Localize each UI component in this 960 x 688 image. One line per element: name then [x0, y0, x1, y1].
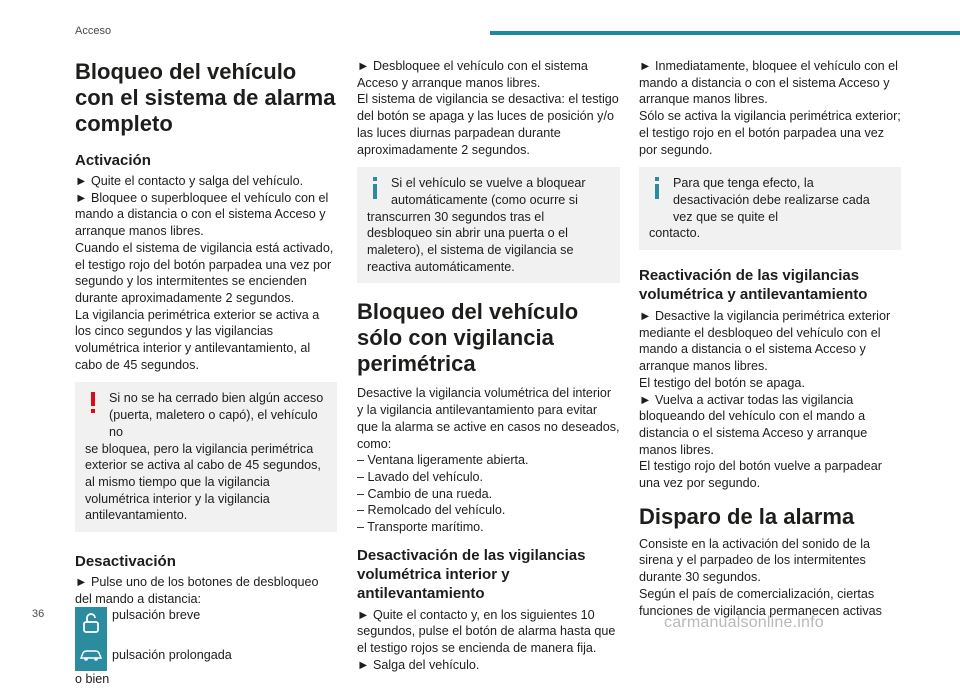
- info-text-rest: transcurren 30 segundos tras el desbloqueo sin abrir una puerta o el maletero), el sistema de vigilancia se reactiva automáticamente.: [367, 209, 574, 274]
- info-icon: [651, 176, 663, 200]
- unlock-padlock-icon: [75, 607, 107, 639]
- warning-note: [75, 382, 337, 532]
- reactivation-text-1: El testigo del botón se apaga.: [639, 375, 805, 390]
- deactivation-step-1: ► Pulse uno de los botones de desbloqueo del mando a distancia:: [75, 575, 319, 606]
- warning-text-rest: se bloquea, pero la vigilancia perimétrica exterior se activa al cabo de 45 segundos, al mismo tiempo que la vigilancia volumétrica interior y la vigilancia antilevantamiento.: [85, 441, 321, 523]
- watermark-text: carmanualsonline.info: [664, 614, 824, 631]
- lock-immediately-step: ► Inmediatamente, bloquee el vehículo con el mando a distancia o con el sistema Acceso y arranque manos libres.: [639, 59, 898, 107]
- heading-reactivation: Reactivación de las vigilancias volumétrica y antilevantamiento: [639, 267, 868, 304]
- long-press-row: [75, 639, 337, 671]
- heading-deactivate-volumetric: Desactivación de las vigilancias volumétrica interior y antilevantamiento: [357, 546, 586, 602]
- deactivate-volumetric-step-2: ► Salga del vehículo.: [357, 657, 480, 672]
- info-icon: [369, 176, 381, 200]
- section-title-perimeter-lock: Bloqueo del vehículo sólo con vigilancia perimétrica: [357, 299, 579, 377]
- activation-step-2: ► Bloquee o superbloquee el vehículo con el mando a distancia o con el sistema Acceso y arranque manos libres.: [75, 190, 329, 239]
- deactivate-volumetric-step-1: ► Quite el contacto y, en los siguientes 10 segundos, pulse el botón de alarma hasta que el testigo rojos se encienda de manera fija.: [357, 607, 616, 656]
- car-unlock-icon: [75, 639, 107, 671]
- column-2: [357, 58, 620, 674]
- list-item: – Remolcado del vehículo.: [357, 503, 506, 518]
- section-title-alarm-lock: Bloqueo del vehículo con el sistema de alarma completo: [75, 59, 336, 136]
- reactivation-step-2: ► Vuelva a activar todas las vigilancia bloqueando del vehículo con el mando a distancia o el sistema Acceso y arranque manos libres.: [639, 392, 868, 457]
- activation-text-1: Cuando el sistema de vigilancia está activado, el testigo rojo del botón parpadea una vez por segundo y los intermitentes se encienden durante aproximadamente 2 segundos.: [75, 240, 334, 305]
- cases-list: [357, 452, 620, 536]
- alarm-trigger-text-1: Consiste en la activación del sonido de la sirena y el parpadeo de los intermitentes durante 30 segundos.: [639, 536, 871, 585]
- info-text-first: Para que tenga efecto, la desactivación debe realizarse cada vez que se quite el: [673, 176, 870, 224]
- long-press-label: pulsación prolongada: [112, 648, 232, 663]
- unlock-result-text: El sistema de vigilancia se desactiva: el testigo del botón se apaga y las luces de posición y/o las luces diurnas parpadean durante aproximadamente 2 segundos.: [357, 92, 619, 157]
- unlock-step: ► Desbloquee el vehículo con el sistema Acceso y arranque manos libres.: [357, 59, 588, 90]
- column-1: [75, 56, 337, 688]
- info-text-rest: contacto.: [649, 226, 701, 241]
- reactivation-step-1: ► Desactive la vigilancia perimétrica exterior mediante el desbloqueo del vehículo con el mando a distancia o el sistema Acceso y arranque manos libres.: [639, 309, 891, 374]
- list-item: – Transporte marítimo.: [357, 520, 484, 535]
- reactivation-text-2: El testigo rojo del botón vuelve a parpadear una vez por segundo.: [639, 459, 882, 491]
- heading-activation: Activación: [75, 152, 151, 169]
- activation-text-2: La vigilancia perimétrica exterior se activa a los cinco segundos y las vigilancias volumétrica interior y antilevantamiento, al cabo de 45 segundos.: [75, 307, 320, 372]
- heading-deactivation: Desactivación: [75, 553, 176, 571]
- header-accent-bar: [490, 31, 960, 35]
- list-item: – Ventana ligeramente abierta.: [357, 453, 529, 468]
- list-item: – Lavado del vehículo.: [357, 469, 484, 484]
- info-text-first: Si el vehículo se vuelve a bloquear automáticamente (como ocurre si: [391, 176, 586, 207]
- perimeter-only-text: Sólo se activa la vigilancia perimétrica exterior; el testigo rojo en el botón parpadea una vez por segundo.: [639, 109, 901, 157]
- info-note: [357, 167, 620, 283]
- or-text: o bien: [75, 672, 110, 687]
- perimeter-intro-text: Desactive la vigilancia volumétrica del interior y la vigilancia antilevantamiento para evitar que la alarma se active en casos no deseados, como:: [357, 386, 620, 451]
- warning-text-first: Si no se ha cerrado bien algún acceso (puerta, maletero o capó), el vehículo no: [109, 391, 324, 439]
- alarm-trigger-text-2: Según el país de comercialización, ciertas funciones de vigilancia permanecen activas: [639, 586, 882, 618]
- short-press-label: pulsación breve: [112, 608, 201, 623]
- activation-step-1: ► Quite el contacto y salga del vehículo.: [75, 174, 304, 188]
- section-header: Acceso: [75, 25, 112, 37]
- section-title-alarm-trigger: Disparo de la alarma: [639, 503, 855, 529]
- short-press-row: [75, 607, 337, 639]
- info-note: [639, 167, 901, 250]
- column-3: [639, 58, 901, 619]
- warning-exclamation-icon: [87, 391, 99, 415]
- page-number: 36: [32, 608, 45, 620]
- list-item: – Cambio de una rueda.: [357, 486, 493, 501]
